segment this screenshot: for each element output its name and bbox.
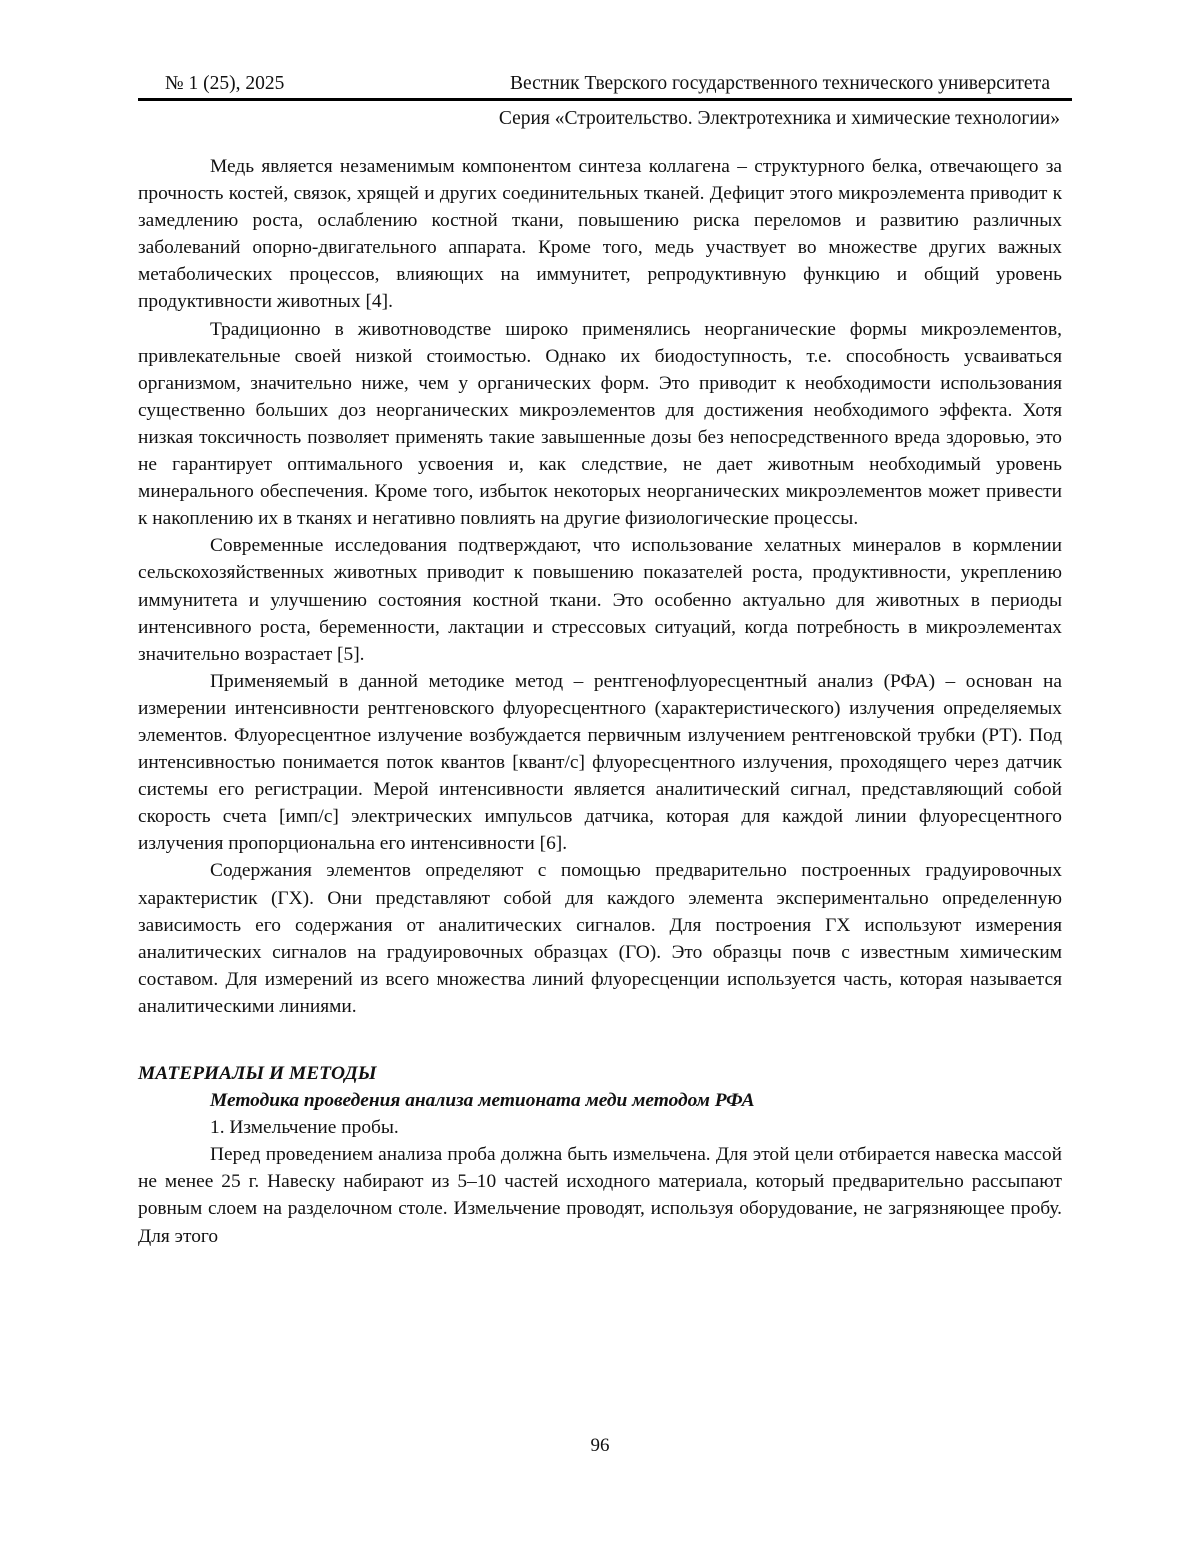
- header-top-line: [138, 72, 1072, 96]
- header-rule: [138, 98, 1072, 101]
- paragraph-inorganic-forms: Традиционно в животноводстве широко применялись неорганические формы микроэлементов, привлекательные своей низкой стоимостью. Однако их биодоступность, т.е. способность усваиваться организмом, значительно ниже, чем у органических форм. Это приводит к необходимости использования существенно больших доз неорганических микроэлементов для достижения необходимого эффекта. Хотя низкая токсичность позволяет применять такие завышенные дозы без непосредственного вреда здоровью, это не гарантирует оптимального усвоения и, как следствие, не дает животным необходимый уровень минерального обеспечения. Кроме того, избыток некоторых неорганических микроэлементов может привести к накоплению их в тканях и негативно повлиять на другие физиологические процессы.: [138, 316, 1062, 533]
- running-header: [138, 72, 1072, 131]
- issue-number: № 1 (25), 2025: [165, 72, 284, 96]
- paragraph-sample-grinding: Перед проведением анализа проба должна быть измельчена. Для этой цели отбирается навеска массой не менее 25 г. Навеску набирают из 5–10 частей исходного материала, который предварительно рассыпают ровным слоем на разделочном столе. Измельчение проводят, используя оборудование, не загрязняющее пробу. Для этого: [138, 1141, 1062, 1249]
- journal-title: Вестник Тверского государственного технического университета: [510, 72, 1050, 96]
- section-heading: МАТЕРИАЛЫ И МЕТОДЫ: [138, 1060, 1062, 1087]
- method-subheading: Методика проведения анализа метионата меди методом РФА: [138, 1087, 1062, 1114]
- section-spacer: [138, 1020, 1062, 1060]
- step-heading: 1. Измельчение пробы.: [138, 1114, 1062, 1141]
- page-number: 96: [0, 1435, 1200, 1457]
- paragraph-calibration: Содержания элементов определяют с помощью предварительно построенных градуировочных характеристик (ГХ). Они представляют собой для каждого элемента экспериментально определенную зависимость его содержания от аналитических сигналов. Для построения ГХ используют измерения аналитических сигналов на градуировочных образцах (ГО). Это образцы почв с известным химическим составом. Для измерений из всего множества линий флуоресценции используется часть, которая называется аналитическими линиями.: [138, 857, 1062, 1020]
- series-title: Серия «Строительство. Электротехника и химические технологии»: [138, 107, 1072, 131]
- article-body: [138, 153, 1062, 1250]
- paragraph-chelated-minerals: Современные исследования подтверждают, что использование хелатных минералов в кормлении сельскохозяйственных животных приводит к повышению показателей роста, продуктивности, укреплению иммунитета и улучшению состояния костной ткани. Это особенно актуально для животных в периоды интенсивного роста, беременности, лактации и стрессовых ситуаций, когда потребность в микроэлементах значительно возрастает [5].: [138, 532, 1062, 667]
- paragraph-xrf-method: Применяемый в данной методике метод – рентгенофлуоресцентный анализ (РФА) – основан на измерении интенсивности рентгеновского флуоресцентного (характеристического) излучения определяемых элементов. Флуоресцентное излучение возбуждается первичным излучением рентгеновской трубки (РТ). Под интенсивностью понимается поток квантов [квант/с] флуоресцентного излучения, проходящего через датчик системы его регистрации. Мерой интенсивности является аналитический сигнал, представляющий собой скорость счета [имп/с] электрических импульсов датчика, которая для каждой линии флуоресцентного излучения пропорциональна его интенсивности [6].: [138, 668, 1062, 858]
- paragraph-copper-collagen: Медь является незаменимым компонентом синтеза коллагена – структурного белка, отвечающего за прочность костей, связок, хрящей и других соединительных тканей. Дефицит этого микроэлемента приводит к замедлению роста, ослаблению костной ткани, повышению риска переломов и развитию различных заболеваний опорно-двигательного аппарата. Кроме того, медь участвует во множестве других важных метаболических процессов, влияющих на иммунитет, репродуктивную функцию и общий уровень продуктивности животных [4].: [138, 153, 1062, 316]
